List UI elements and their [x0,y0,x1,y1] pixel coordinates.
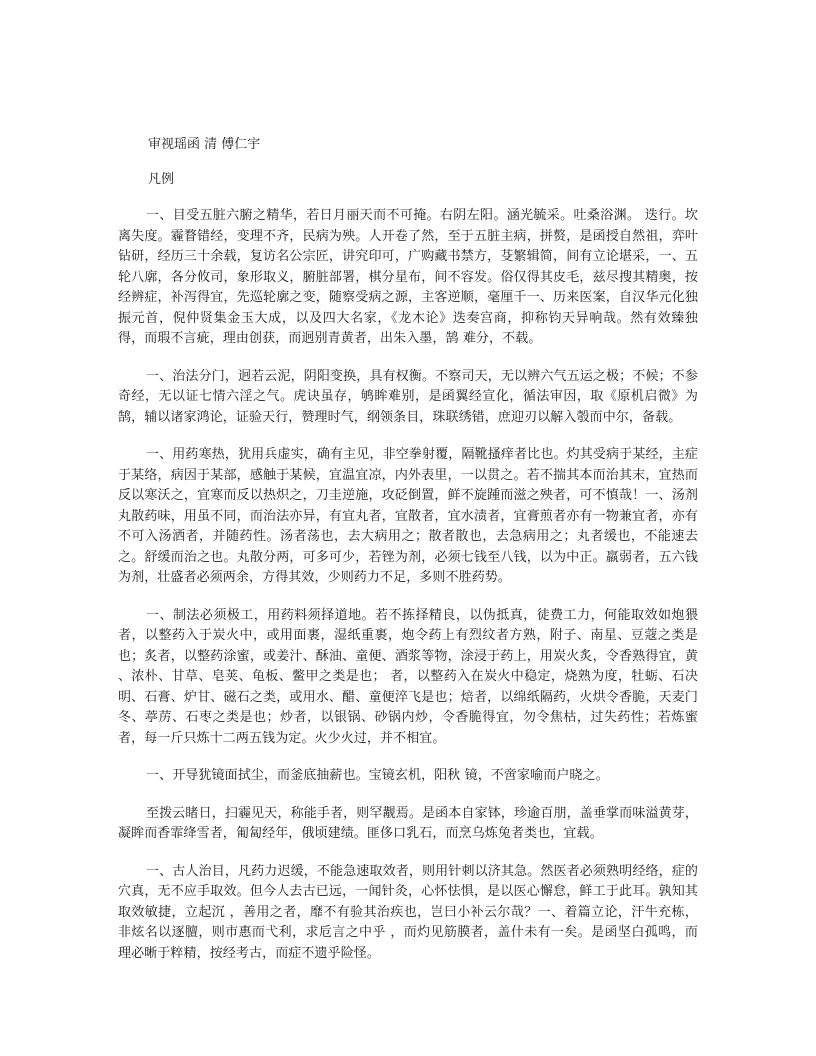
paragraph-4: 一、制法必须极工，用药料须择道地。若不拣择精良，以伪抵真，徒费工力，何能取效如炮猥者，以整药入于炭火中，或用面裹，湿纸重裹，炮令药上有烈纹者方熟，附子、南星、豆蔻之类是也；炙者，以整药涂蜜，或姜汁、酥油、童便、酒浆等物，涂浸于药上，用炭火炙，令香熟得宜，黄 、浓朴、甘草、皂荚、龟板、鳖甲之类是也； 者，以整药入在炭火中稳定，烧熟为度，牡蛎、石决明、石膏、炉甘、磁石之类，或用水、醋、童便淬飞是也；焙者，以绵纸隔药，火烘令香脆，天麦门冬、葶苈、石枣之类是也；炒者，以银锅、砂锅内炒，令香脆得宜，勿令焦枯，过失药性；若炼蜜者，每一斤只炼十二两五钱为定。火少火过，并不相宜。 [118,607,698,746]
paragraph-2: 一、治法分门，迥若云泥，阴阳变换，具有权衡。不察司天，无以辨六气五运之极；不候；不参奇经，无以证七情六淫之气。虎诀虽存，鸲眸难别，是函翼经宣化，循法审因，取《原机启微》为鹄，辅以诸家鸿论，证验天行，赞理时气，纲领条目，珠联绣错，庶迎刃以解入彀而中尔，备载。 [118,368,698,425]
paragraph-1: 一、目受五脏六腑之精华，若日月丽天而不可掩。右阴左阳。涵光毓采。吐桑浴渊。 迭行。坎离失度。霾瞀错经，变理不齐，民病为殃。人开卷了然，至于五脏主病，拼赘，是函授自然祖，弈叶钻研，经历三十余载，复访名公宗匠，讲究印可，广购藏书禁方，芟繁辑简，间有立论堪采，一、五轮八廓，各分攸司，象形取义，腑脏部署，棋分星布，间不容发。俗仅得其皮毛，兹尽搜其精奥，按经辨症，补泻得宜，先巡轮廓之变，随察受病之源，主客逆顺，毫厘千一、历来医案，自汉华元化独振元首，倪仲贤集金玉大成，以及四大名家，《龙木论》迭奏宫商，抑称钧天异响哉。然有效臻独得，而瑕不言疵，理由创获，而迥别青黄者，出朱入墨，鹄 难分，不载。 [118,208,698,346]
paragraph-7: 一、古人治目，凡药力迟缓，不能急速取效者，则用针刺以济其急。然医者必须熟明经络，症的穴真，无不应手取效。但今人去古已远，一闻针灸，心怀怯惧，是以医心懈怠，鲜工于此耳。孰知其取效敏捷，立起沉 ，善用之者，靡不有验其治疾也，岂曰小补云尔哉？一、着篇立论，汗牛充栋，非炫名以逐膻，则市惠而弋利，求卮言之中乎 ，而灼见筋膜者，盖什未有一矣。是函坚白孤鸣，而理必晰于粹精，按经考古，而症不遗乎险怪。 [118,863,698,961]
paragraph-3: 一、用药寒热，犹用兵虚实，确有主见，非空拳射覆，隔靴搔痒者比也。灼其受病于某经，主症于某络，病因于某部，感触于某候，宜温宜凉，内外表里，一以贯之。若不揣其本而治其末，宜热而反以寒沃之，宜寒而反以热炽之，刀圭逆施，攻砭倒置，鲜不旋踵而滋之殃者，可不慎哉！一、汤剂丸散药味，用虽不同，而治法亦异，有宜丸者，宜散者，宜水渍者，宜膏煎者亦有一物兼宜者，亦有不可入汤洒者，并随药性。汤者荡也，去大病用之；散者散也，去急病用之；丸者缓也，不能速去之。舒缓而治之也。丸散分两，可多可少，若锉为剂，必须七钱至八钱，以为中正。羸弱者，五六钱为剂，壮盛者必须两余，方得其效，少则药力不足，多则不胜药势。 [118,447,698,585]
document-title: 审视瑶函 清 傅仁宇 [148,137,261,152]
paragraph-6: 至拨云睹日，扫霾见天，称能手者，则罕觏焉。是函本自家钵，珍逾百朋，盖垂掌而味溢黄芽，凝眸而香霏绛雪者，匍匐经年，俄顷建绩。匪侈口乳石，而烹乌炼兔者类也，宜载。 [118,805,698,841]
section-heading: 凡例 [148,172,175,187]
paragraph-5: 一、开导犹镜面拭尘，而釜底抽薪也。宝镜玄机，阳秋 镜，不啻家喻而户晓之。 [146,768,609,783]
